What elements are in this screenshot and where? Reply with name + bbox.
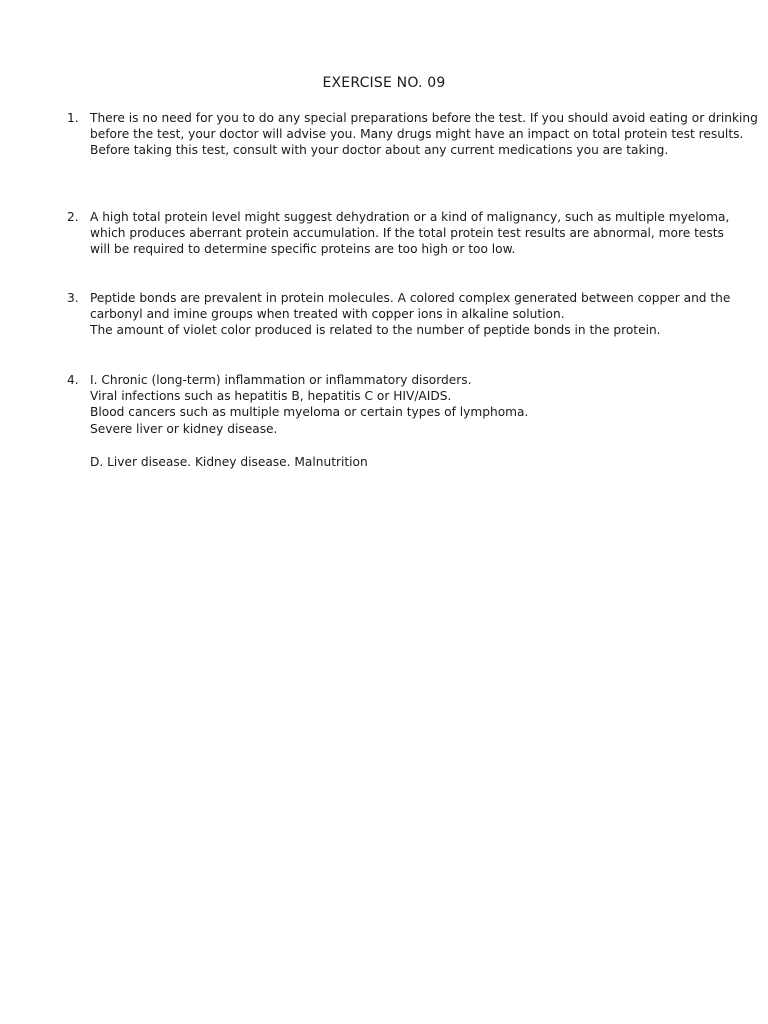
text-line: Blood cancers such as multiple myeloma or certain types of lymphoma. [90,405,529,420]
item-text [90,209,730,258]
item-number: 1. [67,111,79,125]
paragraph-gap [90,437,727,454]
text-line: There is no need for you to do any special preparations before the test. If you should avoid eating or drinking [90,111,758,125]
page-title: EXERCISE NO. 09 [322,75,446,91]
item-number: 2. [67,210,79,224]
item-number: 3. [67,291,79,305]
text-line: I. Chronic (long-term) inflammation or inflammatory disorders. [90,373,472,387]
item-number: 4. [67,373,79,387]
text-line: D. Liver disease. Kidney disease. Malnutrition [90,454,368,469]
item-text [90,372,727,470]
list-item [67,372,727,470]
text-line: before the test, your doctor will advise you. Many drugs might have an impact on total protein test results. [90,127,744,142]
text-line: Peptide bonds are prevalent in protein molecules. A colored complex generated between copper and the [90,291,731,305]
list-item [67,209,730,258]
text-line: carbonyl and imine groups when treated with copper ions in alkaline solution. [90,307,565,322]
list-item [67,290,731,339]
text-line: A high total protein level might suggest dehydration or a kind of malignancy, such as multiple myeloma, [90,210,730,224]
text-line: Severe liver or kidney disease. [90,421,278,436]
text-line: which produces aberrant protein accumulation. If the total protein test results are abnormal, more tests [90,226,724,241]
text-line: The amount of violet color produced is related to the number of peptide bonds in the protein. [90,323,661,338]
text-line: will be required to determine specific proteins are too high or too low. [90,242,516,257]
text-line: Viral infections such as hepatitis B, hepatitis C or HIV/AIDS. [90,389,452,404]
list-item [67,110,758,159]
item-text [90,110,758,159]
text-line: Before taking this test, consult with your doctor about any current medications you are taking. [90,143,669,158]
item-text [90,290,731,339]
